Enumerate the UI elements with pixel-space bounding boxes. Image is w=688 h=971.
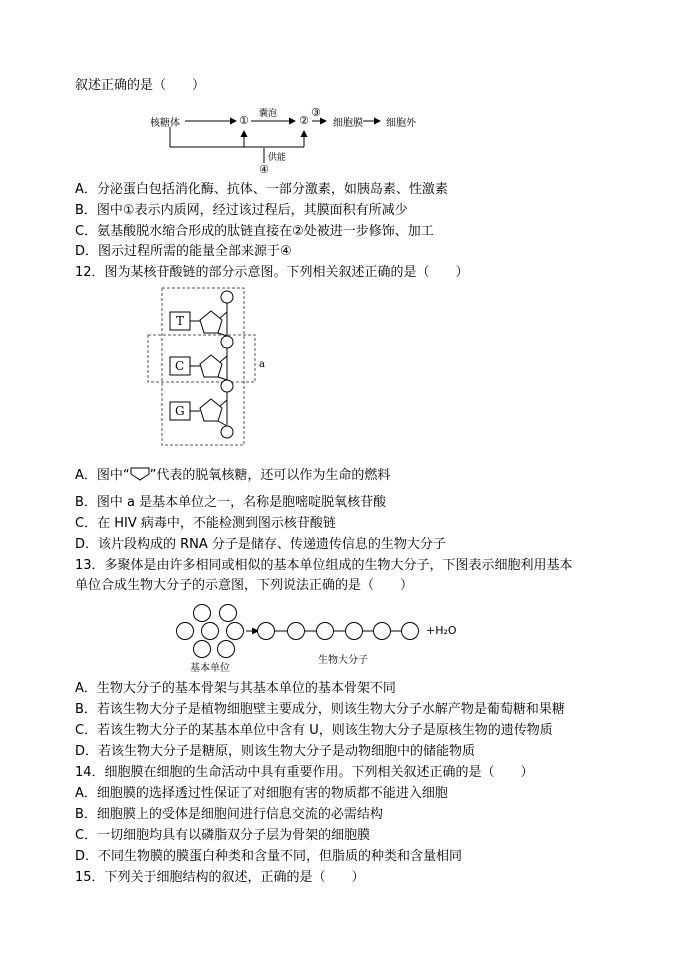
- monomer-label: 基本单位: [190, 663, 230, 674]
- q12-option-a-pre: A．图中“: [75, 468, 130, 483]
- outside-label: 细胞外: [386, 118, 416, 129]
- q11-option-d: D．图示过程所需的能量全部来源于④: [75, 244, 292, 259]
- energy-label: 供能: [268, 153, 287, 163]
- node-1: ①: [239, 114, 249, 127]
- q13-stem-line2: 单位合成生物大分子的示意图，下列说法正确的是（ ）: [75, 578, 414, 593]
- q14-option-c: C．一切细胞均具有以磷脂双分子层为骨架的细胞膜: [75, 828, 371, 843]
- q11-option-c: C．氨基酸脱水缩合形成的肽链直接在②处被进一步修饰、加工: [75, 224, 434, 239]
- q15-stem: 15．下列关于细胞结构的叙述，正确的是（ ）: [75, 870, 365, 885]
- q11-option-a: A．分泌蛋白包括消化酶、抗体、一部分激素，如胰岛素、性激素: [75, 182, 448, 197]
- base-c: C: [175, 359, 185, 373]
- membrane-label: 细胞膜: [333, 118, 363, 129]
- q11-stem: 叙述正确的是（ ）: [75, 78, 206, 93]
- q12-option-b: B．图中 a 是基本单位之一，名称是胞嘧啶脱氧核苷酸: [75, 495, 387, 510]
- q11-option-b: B．图中①表示内质网，经过该过程后，其膜面积有所减少: [75, 203, 408, 218]
- q14-option-b: B．细胞膜上的受体是细胞间进行信息交流的必需结构: [75, 807, 383, 822]
- q13-option-d: D．若该生物大分子是糖原，则该生物大分子是动物细胞中的储能物质: [75, 744, 476, 759]
- q13-option-b: B．若该生物大分子是植物细胞壁主要成分，则该生物大分子水解产物是葡萄糖和果糖: [75, 702, 565, 717]
- q12-option-c: C．在 HIV 病毒中，不能检测到图示核苷酸链: [75, 516, 336, 531]
- q12-option-d: D．该片段构成的 RNA 分子是储存、传递遗传信息的生物大分子: [75, 537, 446, 552]
- q14-stem: 14．细胞膜在细胞的生命活动中具有重要作用。下列相关叙述正确的是（ ）: [75, 765, 534, 780]
- q12-option-a-post: ”代表的脱氧核糖，还可以作为生命的燃料: [149, 468, 391, 483]
- q14-option-a: A．细胞膜的选择透过性保证了对细胞有害的物质都不能进入细胞: [75, 786, 448, 801]
- q14-option-d: D．不同生物膜的膜蛋白种类和含量不同，但脂质的种类和含量相同: [75, 849, 463, 864]
- box-label-a: a: [259, 359, 265, 370]
- node-3: ③: [311, 106, 321, 119]
- q12-stem: 12．图为某核苷酸链的部分示意图。下列相关叙述正确的是（ ）: [75, 265, 469, 280]
- vesicle-label: 囊泡: [259, 109, 278, 119]
- base-t: T: [176, 314, 185, 328]
- node-2: ②: [299, 114, 309, 127]
- polymer-label: 生物大分子: [318, 655, 368, 666]
- q13-option-a: A．生物大分子的基本骨架与其基本单位的基本骨架不同: [75, 681, 396, 696]
- q13-option-c: C．若该生物大分子的某基本单位中含有 U，则该生物大分子是原核生物的遗传物质: [75, 723, 553, 738]
- node-4: ④: [259, 163, 269, 176]
- ribosome-label: 核糖体: [150, 118, 180, 129]
- water-label: +H₂O: [426, 624, 457, 637]
- q13-stem-line1: 13．多聚体是由许多相同或相似的基本单位组成的生物大分子，下图表示细胞利用基本: [75, 558, 573, 573]
- base-g: G: [175, 404, 185, 418]
